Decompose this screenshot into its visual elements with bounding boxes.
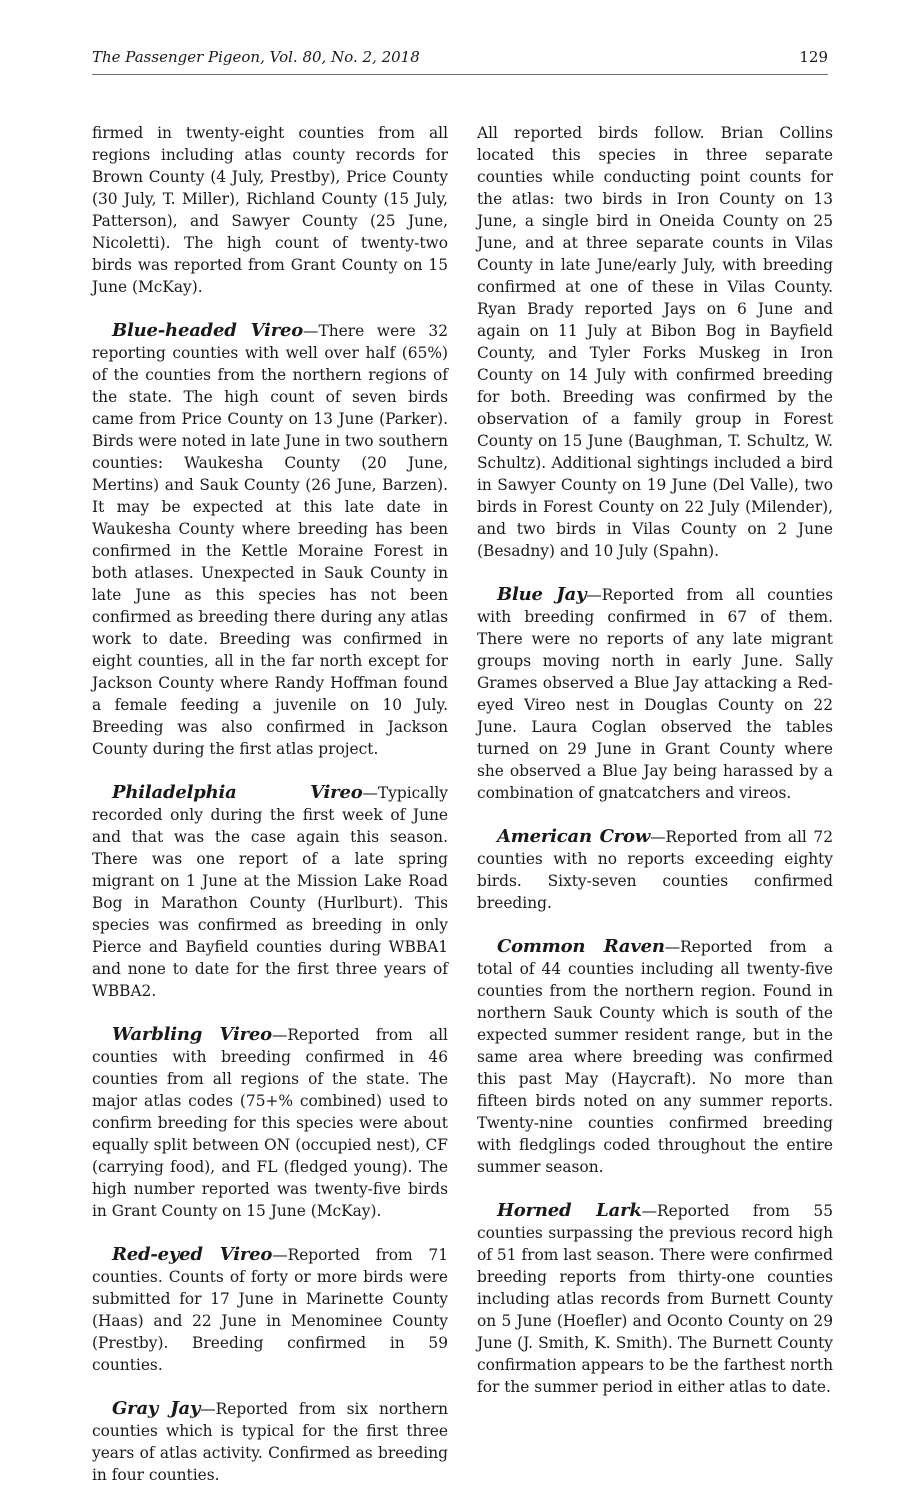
species-account xyxy=(477,936,833,1178)
species-name: Horned Lark xyxy=(497,1200,642,1221)
species-account xyxy=(92,1024,448,1222)
species-name: Warbling Vireo xyxy=(112,1024,272,1045)
account-text: firmed in twenty-eight counties from all regions including atlas county records for Brown County (4 July, Prestby), Price County (30 July, T. Miller), Richland County (15 July, Patterson), and Sawyer County (25 June, Nicoletti). The high count of twenty-two birds was reported from Grant County on 15 June (McKay). xyxy=(92,124,448,296)
account-text: —Typically recorded only during the first week of June and that was the case again this season. There was one report of a late spring migrant on 1 June at the Mission Lake Road Bog in Marathon County (Hurlburt). This species was confirmed as breeding in only Pierce and Bayfield counties during WBBA1 and none to date for the first three years of WBBA2. xyxy=(92,784,448,1000)
account-text: —There were 32 reporting counties with well over half (65%) of the counties from the northern regions of the state. The high count of seven birds came from Price County on 13 June (Parker). Birds were noted in late June in two southern counties: Waukesha County (20 June, Mertins) and Sauk County (26 June, Barzen). It may be expected at this late date in Waukesha County where breeding has been confirmed in the Kettle Moraine Forest in both atlases. Unexpected in Sauk County in late June as this species has not been confirmed as breeding there during any atlas work to date. Breeding was confirmed in eight counties, all in the far north except for Jackson County where Randy Hoffman found a female feeding a juvenile on 10 July. Breeding was also confirmed in Jackson County during the first atlas project. xyxy=(92,322,449,758)
species-name: Common Raven xyxy=(497,936,665,957)
species-account xyxy=(92,320,448,760)
species-account xyxy=(92,1398,448,1486)
species-account xyxy=(92,122,448,298)
species-name: Gray Jay xyxy=(112,1398,201,1419)
account-text: —Reported from 55 counties surpassing the previous record high of 51 from last season. There were confirmed breeding reports from thirty-one counties including atlas records from Burnett County on 5 June (Hoefler) and Oconto County on 29 June (J. Smith, K. Smith). The Burnett County confirmation appears to be the farthest north for the summer period in either atlas to date. xyxy=(477,1202,833,1396)
account-text: —Reported from all counties with breeding confirmed in 67 of them. There were no reports of any late migrant groups moving north in early June. Sally Grames observed a Blue Jay attacking a Red-eyed Vireo nest in Douglas County on 22 June. Laura Coglan observed the tables turned on 29 June in Grant County where she observed a Blue Jay being harassed by a combination of gnatcatchers and vireos. xyxy=(477,586,833,802)
species-account xyxy=(477,1200,833,1398)
account-text: All reported birds follow. Brian Collins located this species in three separate counties while conducting point counts for the atlas: two birds in Iron County on 13 June, a single bird in Oneida County on 25 June, and at three separate counts in Vilas County in late June/early July, with breeding confirmed at one of these in Vilas County. Ryan Brady reported Jays on 6 June and again on 11 July at Bibon Bog in Bayfield County, and Tyler Forks Muskeg in Iron County on 14 July with confirmed breeding for both. Breeding was confirmed by the observation of a family group in Forest County on 15 June (Baughman, T. Schultz, W. Schultz). Additional sightings included a bird in Sawyer County on 19 June (Del Valle), two birds in Forest County on 22 July (Milender), and two birds in Vilas County on 2 June (Besadny) and 10 July (Spahn). xyxy=(477,124,833,560)
species-account xyxy=(477,584,833,804)
text-columns xyxy=(92,122,833,1508)
species-account xyxy=(92,782,448,1002)
page-number: 129 xyxy=(799,48,828,66)
journal-citation: The Passenger Pigeon, Vol. 80, No. 2, 2018 xyxy=(92,48,420,66)
account-text: —Reported from a total of 44 counties including all twenty-five counties from the northern region. Found in northern Sauk County which is south of the expected summer resident range, but in the same area where breeding was confirmed this past May (Haycraft). No more than fifteen birds noted on any summer reports. Twenty-nine counties confirmed breeding with fledglings coded throughout the entire summer season. xyxy=(477,938,833,1176)
species-account xyxy=(477,122,833,562)
species-name: American Crow xyxy=(497,826,651,847)
species-name: Blue Jay xyxy=(497,584,587,605)
right-column xyxy=(477,122,833,1508)
species-account xyxy=(92,1244,448,1376)
running-header xyxy=(92,48,828,66)
species-account xyxy=(477,826,833,914)
species-name: Red-eyed Vireo xyxy=(112,1244,273,1265)
account-text: —Reported from all 72 counties with no reports exceeding eighty birds. Sixty-seven counties confirmed breeding. xyxy=(477,828,833,912)
account-text: —Reported from all counties with breeding confirmed in 46 counties from all regions of the state. The major atlas codes (75+% combined) used to confirm breeding for this species were about equally split between ON (occupied nest), CF (carrying food), and FL (fledged young). The high number reported was twenty-five birds in Grant County on 15 June (McKay). xyxy=(92,1026,448,1220)
account-text: —Reported from 71 counties. Counts of forty or more birds were submitted for 17 June in Marinette County (Haas) and 22 June in Menominee County (Prestby). Breeding confirmed in 59 counties. xyxy=(92,1246,448,1374)
species-name: Philadelphia Vireo xyxy=(112,782,363,803)
species-name: Blue-headed Vireo xyxy=(112,320,304,341)
header-rule xyxy=(92,74,828,75)
left-column xyxy=(92,122,448,1508)
account-text: —Reported from six northern counties which is typical for the first three years of atlas activity. Confirmed as breeding in four counties. xyxy=(92,1400,448,1484)
